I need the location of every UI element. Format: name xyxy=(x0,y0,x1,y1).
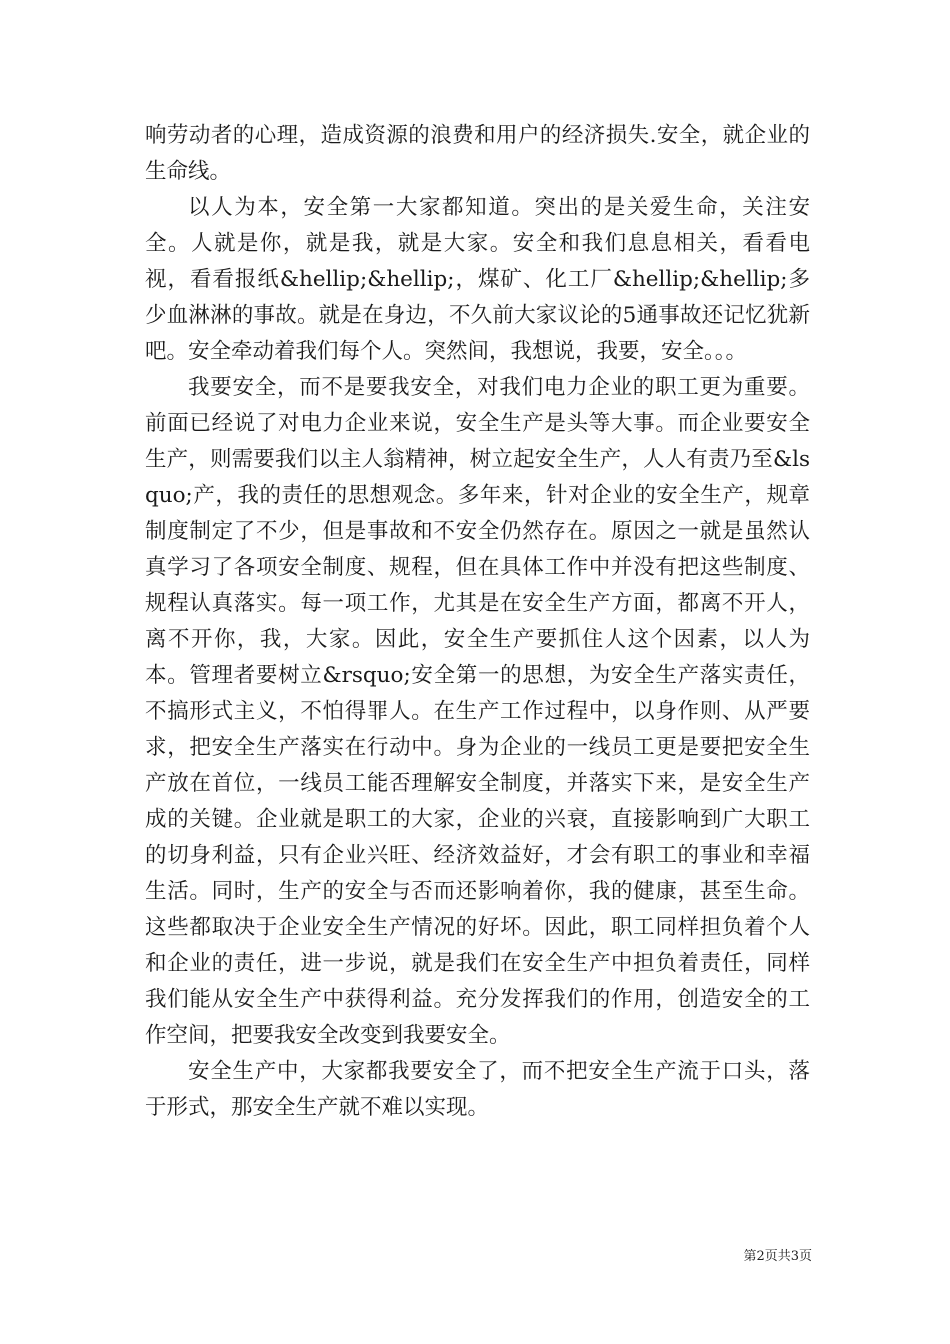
paragraph-continuation: 响劳动者的心理，造成资源的浪费和用户的经济损失.安全，就企业的生命线。 xyxy=(145,123,810,184)
paragraph-i-want-safety: 我要安全，而不是要我安全，对我们电力企业的职工更为重要。前面已经说了对电力企业来说，安全生产是头等大事。而企业要安全生产，则需要我们以主人翁精神，树立起安全生产，人人有责乃至&lsquo;产，我的责任的思想观念。多年来，针对企业的安全生产，规章制度制定了不少，但是事故和不安全仍然存在。原因之一就是虽然认真学习了各项安全制度、规程，但在具体工作中并没有把这些制度、规程认真落实。每一项工作，尤其是在安全生产方面，都离不开人，离不开你，我，大家。因此，安全生产要抓住人这个因素，以人为本。管理者要树立&rsquo;安全第一的思想，为安全生产落实责任，不搞形式主义，不怕得罪人。在生产工作过程中，以身作则、从严要求，把安全生产落实在行动中。身为企业的一线员工更是要把安全生产放在首位，一线员工能否理解安全制度，并落实下来，是安全生产成的关键。企业就是职工的大家，企业的兴衰，直接影响到广大职工的切身利益，只有企业兴旺、经济效益好，才会有职工的事业和幸福生活。同时，生产的安全与否而还影响着你，我的健康，甚至生命。这些都取决于企业安全生产情况的好坏。因此，职工同样担负着个人和企业的责任，进一步说，就是我们在安全生产中担负着责任，同样我们能从安全生产中获得利益。充分发挥我们的作用，创造安全的工作空间，把要我安全改变到我要安全。 xyxy=(145,375,810,1048)
paragraph-conclusion: 安全生产中，大家都我要安全了，而不把安全生产流于口头，落于形式，那安全生产就不难以实现。 xyxy=(145,1059,810,1120)
paragraph-people-first: 以人为本，安全第一大家都知道。突出的是关爱生命，关注安全。人就是你，就是我，就是大家。安全和我们息息相关，看看电视，看看报纸&hellip;&hellip;，煤矿、化工厂&hellip;&hellip;多少血淋淋的事故。就是在身边，不久前大家议论的5通事故还记忆犹新吧。安全牵动着我们每个人。突然间，我想说，我要，安全。。。 xyxy=(145,195,810,364)
document-body xyxy=(145,118,810,1126)
page-number-footer: 第2页共3页 xyxy=(743,1249,812,1264)
